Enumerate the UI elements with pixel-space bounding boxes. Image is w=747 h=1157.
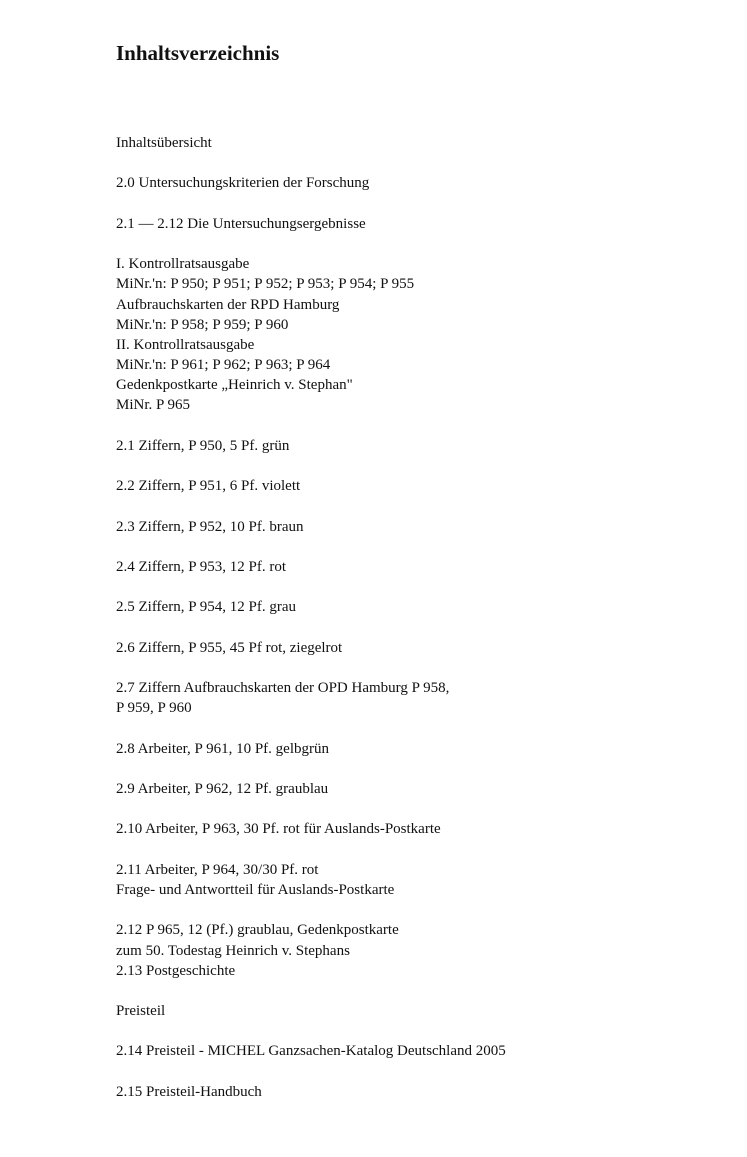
toc-line: 2.6 Ziffern, P 955, 45 Pf rot, ziegelrot: [116, 639, 343, 656]
toc-entry: [116, 173, 726, 193]
toc-line: II. Kontrollratsausgabe: [116, 336, 255, 353]
toc-line: Frage- und Antwortteil für Auslands-Postkarte: [116, 881, 395, 898]
toc-line: Aufbrauchskarten der RPD Hamburg: [116, 296, 340, 313]
table-of-contents: [116, 133, 726, 1122]
toc-line: 2.4 Ziffern, P 953, 12 Pf. rot: [116, 558, 286, 575]
toc-line: 2.10 Arbeiter, P 963, 30 Pf. rot für Auslands-Postkarte: [116, 821, 441, 838]
toc-line: 2.1 Ziffern, P 950, 5 Pf. grün: [116, 437, 290, 454]
toc-line: P 959, P 960: [116, 700, 192, 717]
toc-line: 2.8 Arbeiter, P 961, 10 Pf. gelbgrün: [116, 740, 329, 757]
toc-line: 2.13 Postgeschichte: [116, 962, 236, 979]
toc-line: Preisteil: [116, 1003, 166, 1020]
toc-entry: [116, 779, 726, 799]
toc-entry: [116, 920, 726, 981]
toc-line: 2.0 Untersuchungskriterien der Forschung: [116, 175, 370, 192]
toc-entry: [116, 638, 726, 658]
toc-line: 2.3 Ziffern, P 952, 10 Pf. braun: [116, 518, 304, 535]
toc-entry: [116, 133, 726, 153]
toc-line: MiNr.'n: P 958; P 959; P 960: [116, 316, 289, 333]
toc-line: 2.11 Arbeiter, P 964, 30/30 Pf. rot: [116, 861, 319, 878]
toc-entry: [116, 678, 726, 718]
toc-line: 2.5 Ziffern, P 954, 12 Pf. grau: [116, 599, 296, 616]
toc-line: MiNr.'n: P 950; P 951; P 952; P 953; P 954; P 955: [116, 276, 415, 293]
toc-entry: [116, 436, 726, 456]
toc-entry: [116, 860, 726, 900]
toc-entry: [116, 214, 726, 234]
toc-line: 2.12 P 965, 12 (Pf.) graublau, Gedenkpostkarte: [116, 922, 399, 939]
page-title: Inhaltsverzeichnis: [116, 41, 280, 65]
toc-line: zum 50. Todestag Heinrich v. Stephans: [116, 942, 350, 959]
toc-entry: [116, 597, 726, 617]
toc-entry: [116, 1082, 726, 1102]
toc-line: MiNr.'n: P 961; P 962; P 963; P 964: [116, 357, 331, 374]
toc-line: Gedenkpostkarte „Heinrich v. Stephan": [116, 377, 353, 394]
toc-line: 2.14 Preisteil - MICHEL Ganzsachen-Katalog Deutschland 2005: [116, 1043, 506, 1060]
toc-line: Inhaltsübersicht: [116, 135, 212, 151]
toc-entry: [116, 1001, 726, 1021]
toc-line: I. Kontrollratsausgabe: [116, 256, 250, 273]
toc-entry: [116, 476, 726, 496]
toc-entry: [116, 517, 726, 537]
toc-line: 2.9 Arbeiter, P 962, 12 Pf. graublau: [116, 781, 329, 797]
toc-entry: [116, 819, 726, 839]
toc-line: 2.1 — 2.12 Die Untersuchungsergebnisse: [116, 215, 366, 232]
toc-entry: [116, 1041, 726, 1061]
toc-line: MiNr. P 965: [116, 397, 191, 414]
toc-entry: [116, 739, 726, 759]
toc-line: 2.7 Ziffern Aufbrauchskarten der OPD Hamburg P 958,: [116, 680, 450, 697]
toc-line: 2.2 Ziffern, P 951, 6 Pf. violett: [116, 478, 301, 495]
toc-entry: [116, 557, 726, 577]
toc-entry: [116, 254, 726, 416]
toc-line: 2.15 Preisteil-Handbuch: [116, 1083, 262, 1100]
